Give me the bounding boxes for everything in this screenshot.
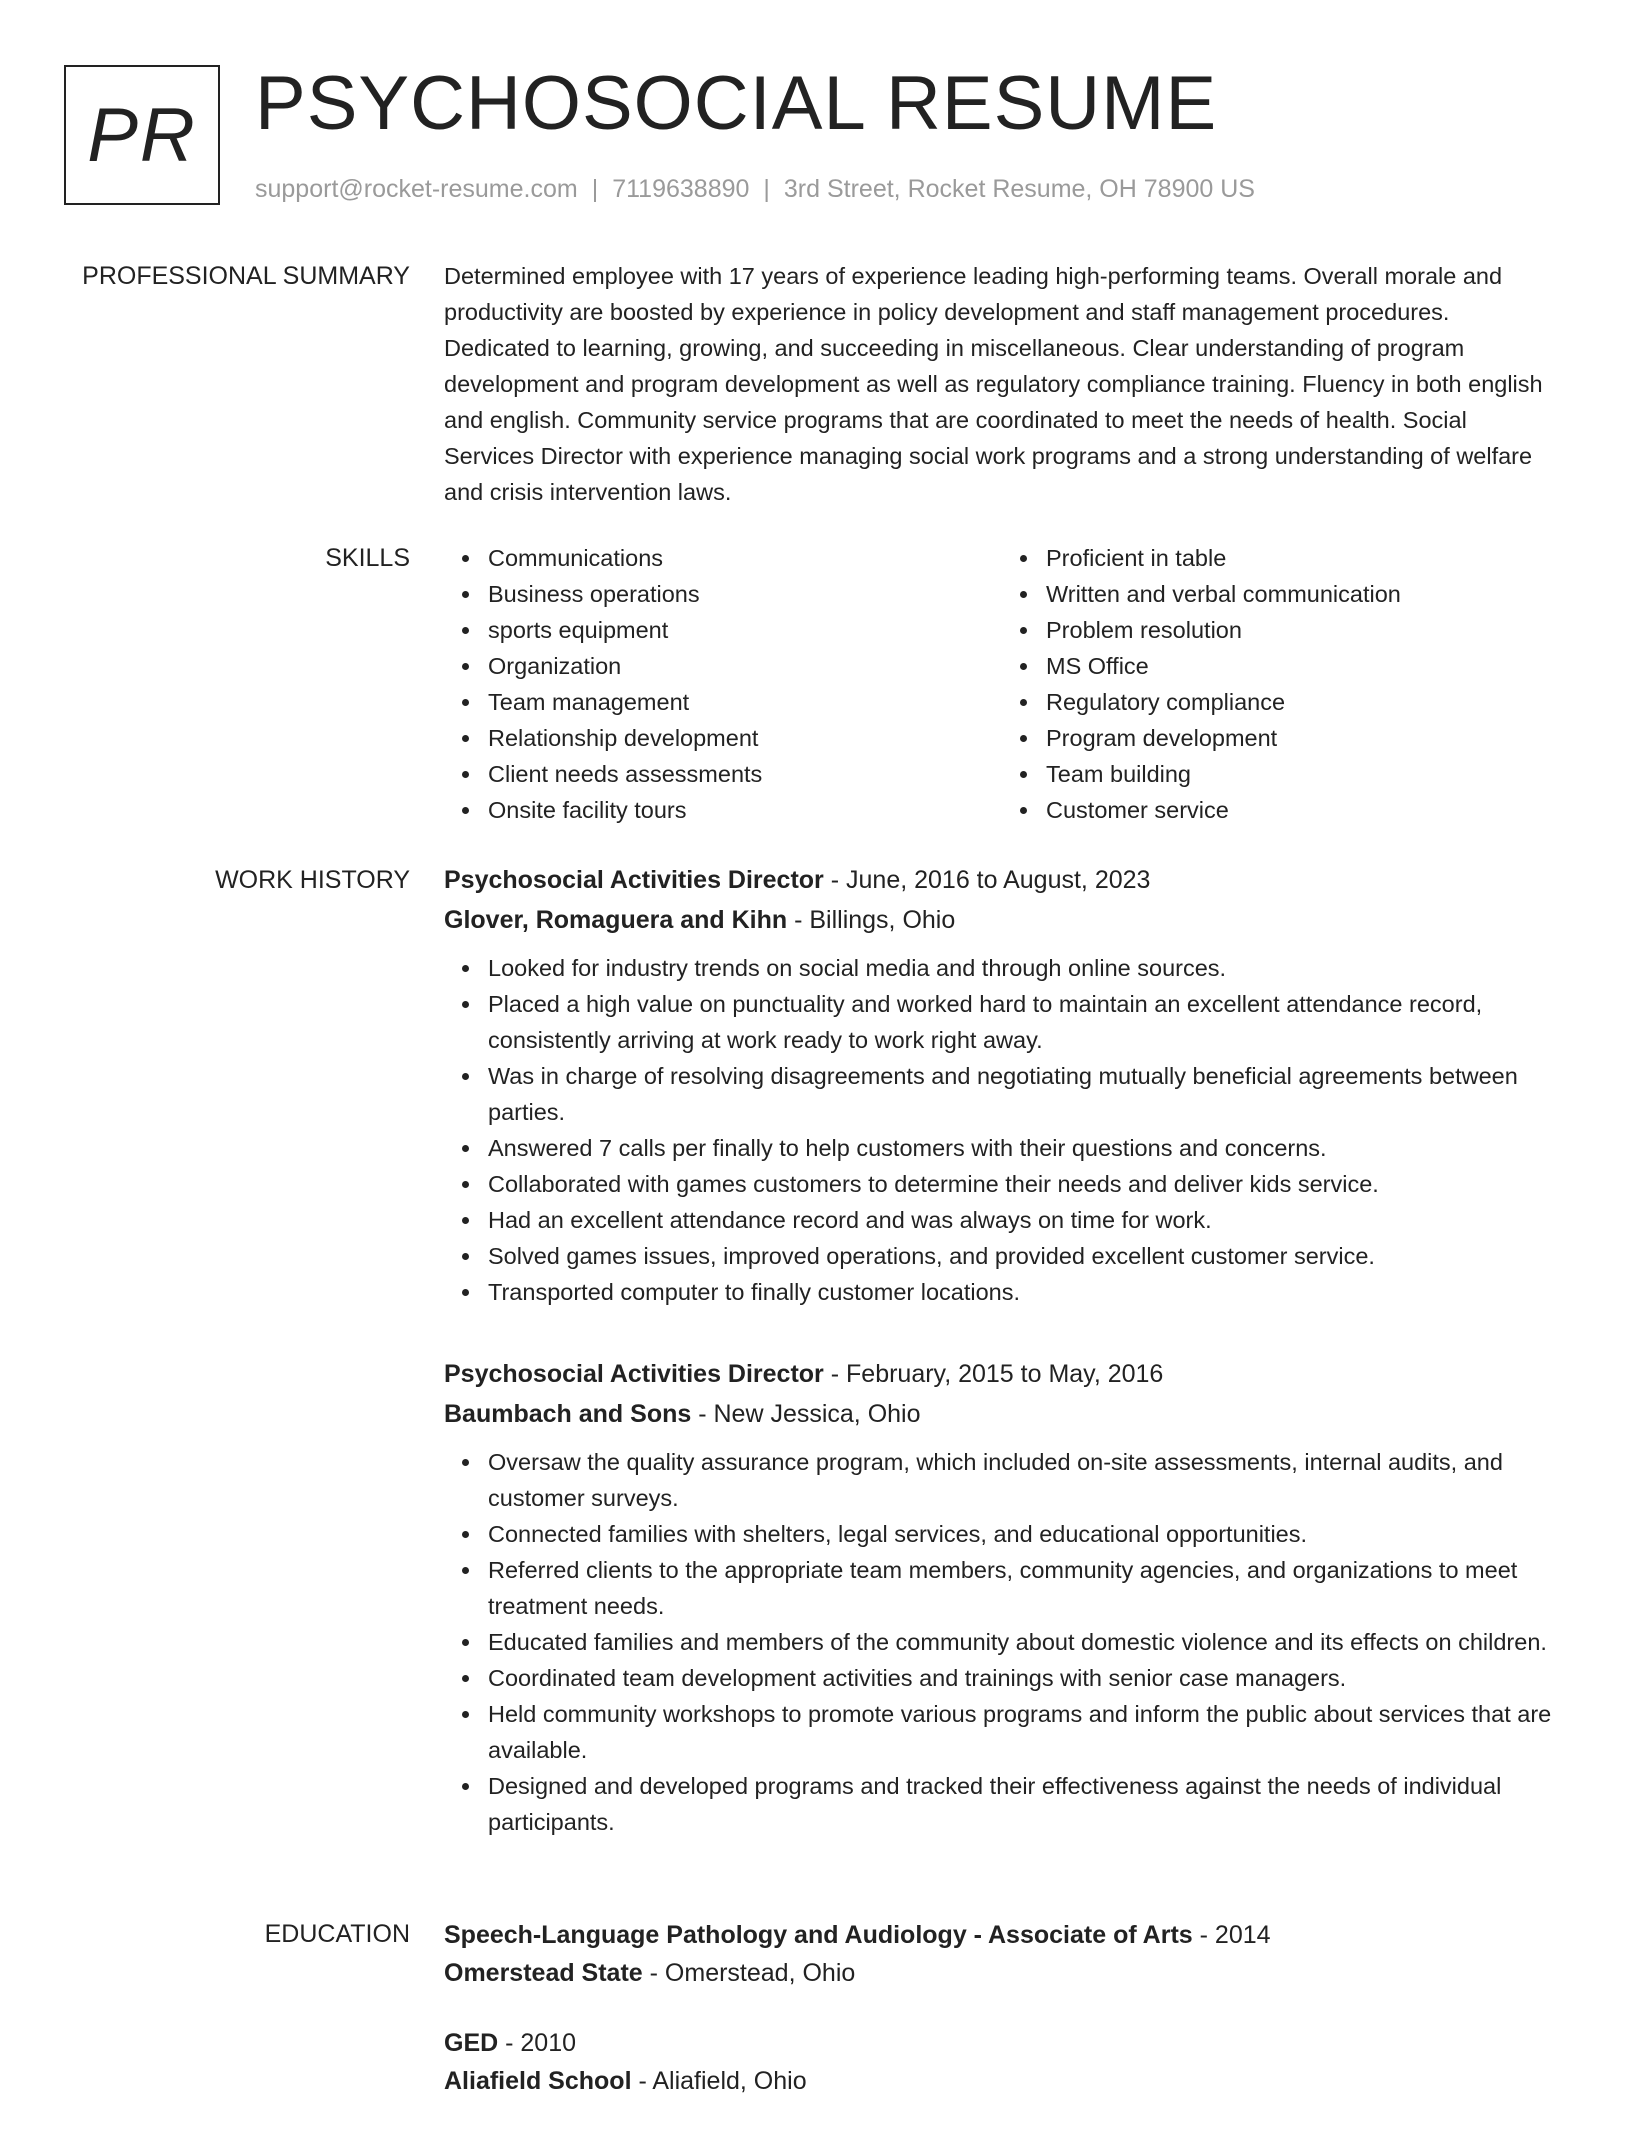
skill-item: Written and verbal communication [1046, 576, 1560, 612]
education-entry [444, 2024, 1560, 2100]
job-title: Psychosocial Activities Director [444, 1360, 824, 1388]
job-bullet: Had an excellent attendance record and was always on time for work. [488, 1202, 1560, 1238]
job-location: - New Jessica, Ohio [691, 1400, 921, 1428]
job-bullet: Educated families and members of the community about domestic violence and its effects on children. [488, 1624, 1560, 1660]
job-bullet: Placed a high value on punctuality and worked hard to maintain an excellent attendance record, consistently arriving at work ready to work right away. [488, 986, 1560, 1058]
job-bullet: Held community workshops to promote various programs and inform the public about services that are available. [488, 1696, 1560, 1768]
skill-item: Proficient in table [1046, 540, 1560, 576]
job-bullet: Designed and developed programs and tracked their effectiveness against the needs of individual participants. [488, 1768, 1560, 1840]
job-bullet: Collaborated with games customers to determine their needs and deliver kids service. [488, 1166, 1560, 1202]
education-year: - 2010 [498, 2029, 577, 2057]
education-degree: Speech-Language Pathology and Audiology - Associate of Arts [444, 1921, 1193, 1949]
skill-item: Communications [488, 540, 1002, 576]
job-bullet: Referred clients to the appropriate team members, community agencies, and organizations to meet treatment needs. [488, 1552, 1560, 1624]
job-title-line [444, 1354, 1560, 1394]
summary-text: Determined employee with 17 years of experience leading high-performing teams. Overall morale and productivity are boosted by experience in policy development and staff management procedures. Dedicated to learning, growing, and succeeding in miscellaneous. Clear understanding of program development and program development as well as regulatory compliance training. Fluency in both english and english. Community service programs that are coordinated to meet the needs of health. Social Services Director with experience managing social work programs and a strong understanding of welfare and crisis intervention laws. [444, 263, 1543, 505]
job-bullet: Oversaw the quality assurance program, which included on-site assessments, internal audits, and customer surveys. [488, 1444, 1560, 1516]
contact-separator: | [763, 175, 770, 203]
job-company: Baumbach and Sons [444, 1400, 692, 1428]
job-bullet: Transported computer to finally customer locations. [488, 1274, 1560, 1310]
skill-item: Client needs assessments [488, 756, 1002, 792]
job-company: Glover, Romaguera and Kihn [444, 906, 788, 934]
education-degree-line [444, 1916, 1560, 1954]
job-location: - Billings, Ohio [787, 906, 956, 934]
skill-item: MS Office [1046, 648, 1560, 684]
job-bullet: Connected families with shelters, legal services, and educational opportunities. [488, 1516, 1560, 1552]
job-bullet: Answered 7 calls per finally to help customers with their questions and concerns. [488, 1130, 1560, 1166]
job-company-line [444, 900, 1560, 940]
job-title-line [444, 860, 1560, 900]
job-dates: - June, 2016 to August, 2023 [823, 866, 1151, 894]
education-location: - Aliafield, Ohio [631, 2067, 807, 2095]
contact-email[interactable]: support@rocket-resume.com [255, 175, 578, 203]
education-body [444, 1916, 1560, 2132]
education-school-line [444, 2062, 1560, 2100]
job-entry [444, 860, 1560, 1310]
education-year: - 2014 [1192, 1921, 1271, 1949]
education-label: EDUCATION [264, 1920, 410, 1948]
education-degree: GED [444, 2029, 499, 2057]
job-bullet: Coordinated team development activities and trainings with senior case managers. [488, 1660, 1560, 1696]
skills-right-column [1002, 540, 1560, 828]
skill-item: Problem resolution [1046, 612, 1560, 648]
education-school: Aliafield School [444, 2067, 632, 2095]
job-bullet: Solved games issues, improved operations, and provided excellent customer service. [488, 1238, 1560, 1274]
education-location: - Omerstead, Ohio [642, 1959, 856, 1987]
job-bullet: Looked for industry trends on social media and through online sources. [488, 950, 1560, 986]
skill-item: Regulatory compliance [1046, 684, 1560, 720]
skill-item: Organization [488, 648, 1002, 684]
education-school: Omerstead State [444, 1959, 643, 1987]
job-dates: - February, 2015 to May, 2016 [823, 1360, 1164, 1388]
summary-label: PROFESSIONAL SUMMARY [82, 262, 410, 290]
job-title: Psychosocial Activities Director [444, 866, 824, 894]
contact-line [255, 172, 1255, 206]
education-school-line [444, 1954, 1560, 1992]
resume-name: PSYCHOSOCIAL RESUME [255, 61, 1218, 146]
contact-phone[interactable]: 7119638890 [612, 175, 750, 203]
skill-item: Team management [488, 684, 1002, 720]
job-bullets [444, 1444, 1560, 1840]
job-entry [444, 1354, 1560, 1840]
skill-item: Business operations [488, 576, 1002, 612]
skills-label: SKILLS [325, 544, 410, 572]
skill-item: Program development [1046, 720, 1560, 756]
education-entry [444, 1916, 1560, 1992]
summary-body [444, 258, 1560, 510]
job-bullets [444, 950, 1560, 1310]
work-body [444, 860, 1560, 1884]
skills-grid [444, 540, 1560, 828]
work-label: WORK HISTORY [215, 866, 410, 894]
monogram: PR [64, 65, 220, 205]
skill-item: sports equipment [488, 612, 1002, 648]
skill-item: Customer service [1046, 792, 1560, 828]
contact-address: 3rd Street, Rocket Resume, OH 78900 US [783, 175, 1255, 203]
job-company-line [444, 1394, 1560, 1434]
skills-body [444, 540, 1560, 828]
skill-item: Onsite facility tours [488, 792, 1002, 828]
skills-left-column [444, 540, 1002, 828]
skill-item: Relationship development [488, 720, 1002, 756]
education-degree-line [444, 2024, 1560, 2062]
contact-separator: | [591, 175, 599, 203]
job-bullet: Was in charge of resolving disagreements and negotiating mutually beneficial agreements between parties. [488, 1058, 1560, 1130]
skill-item: Team building [1046, 756, 1560, 792]
